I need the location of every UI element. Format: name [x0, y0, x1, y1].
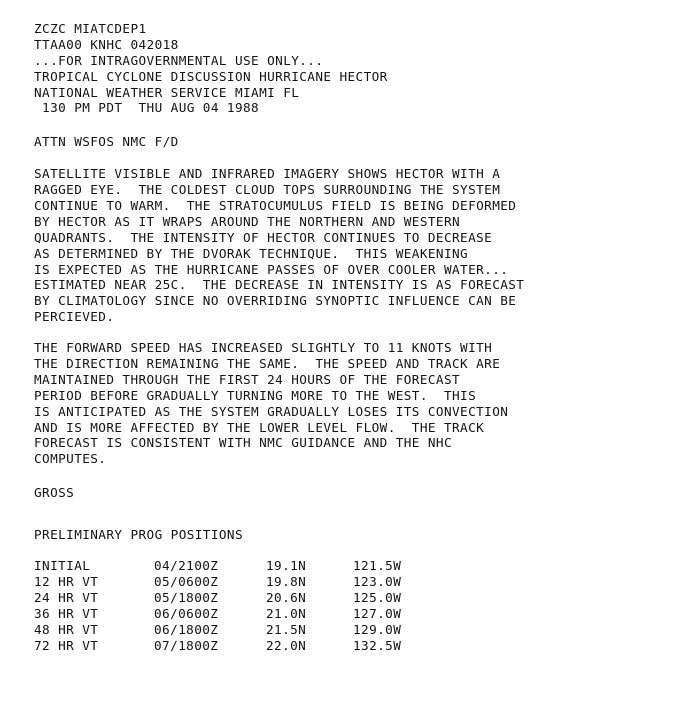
position-label: 12 HR VT — [34, 573, 99, 589]
position-label: 72 HR VT — [34, 637, 99, 653]
position-lat: 19.1N — [266, 558, 307, 574]
position-time: 07/1800Z — [154, 637, 219, 653]
header-line: 130 PM PDT THU AUG 04 1988 — [34, 100, 260, 116]
attn-block — [34, 134, 674, 150]
discussion-document — [34, 22, 674, 653]
position-time: 06/1800Z — [154, 621, 219, 637]
paragraph-1 — [34, 166, 674, 325]
paragraph-line: RAGGED EYE. THE COLDEST CLOUD TOPS SURROUNDING THE SYSTEM — [34, 182, 501, 198]
prog-title-block — [34, 527, 674, 543]
header-line: TTAA00 KNHC 042018 — [34, 36, 179, 52]
table-row — [34, 574, 674, 590]
paragraph-line: PERCIEVED. — [34, 309, 115, 325]
position-lat: 21.5N — [266, 621, 307, 637]
paragraph-line: SATELLITE VISIBLE AND INFRARED IMAGERY SHOWS HECTOR WITH A — [34, 166, 501, 182]
position-label: INITIAL — [34, 558, 91, 574]
header-block — [34, 21, 674, 116]
paragraph-line: THE FORWARD SPEED HAS INCREASED SLIGHTLY TO 11 KNOTS WITH — [34, 340, 493, 356]
table-row — [34, 590, 674, 606]
position-time: 04/2100Z — [154, 558, 219, 574]
paragraph-line: BY CLIMATOLOGY SINCE NO OVERRIDING SYNOPTIC INFLUENCE CAN BE — [34, 293, 517, 309]
position-lon: 121.5W — [353, 558, 402, 574]
position-lat: 21.0N — [266, 605, 307, 621]
position-lon: 129.0W — [353, 621, 402, 637]
paragraph-line: COMPUTES. — [34, 451, 107, 467]
paragraph-line: MAINTAINED THROUGH THE FIRST 24 HOURS OF THE FORECAST — [34, 371, 461, 387]
attn-line: ATTN WSFOS NMC F/D — [34, 134, 179, 150]
paragraph-line: IS ANTICIPATED AS THE SYSTEM GRADUALLY LOSES ITS CONVECTION — [34, 403, 509, 419]
paragraph-2 — [34, 340, 674, 467]
table-row — [34, 558, 674, 574]
position-lon: 125.0W — [353, 589, 402, 605]
paragraph-line: CONTINUE TO WARM. THE STRATOCUMULUS FIELD IS BEING DEFORMED — [34, 198, 517, 214]
table-row — [34, 606, 674, 622]
position-time: 05/0600Z — [154, 573, 219, 589]
position-lat: 22.0N — [266, 637, 307, 653]
position-label: 48 HR VT — [34, 621, 99, 637]
table-row — [34, 622, 674, 638]
header-line: TROPICAL CYCLONE DISCUSSION HURRICANE HECTOR — [34, 68, 388, 84]
paragraph-line: QUADRANTS. THE INTENSITY OF HECTOR CONTINUES TO DECREASE — [34, 229, 493, 245]
paragraph-line: AS DETERMINED BY THE DVORAK TECHNIQUE. THIS WEAKENING — [34, 245, 469, 261]
paragraph-line: AND IS MORE AFFECTED BY THE LOWER LEVEL FLOW. THE TRACK — [34, 419, 485, 435]
position-lat: 20.6N — [266, 589, 307, 605]
position-label: 36 HR VT — [34, 605, 99, 621]
header-line: NATIONAL WEATHER SERVICE MIAMI FL — [34, 84, 300, 100]
table-row — [34, 638, 674, 654]
paragraph-line: ESTIMATED NEAR 25C. THE DECREASE IN INTENSITY IS AS FORECAST — [34, 277, 525, 293]
position-label: 24 HR VT — [34, 589, 99, 605]
position-lon: 132.5W — [353, 637, 402, 653]
signature-block — [34, 485, 674, 501]
prog-positions-title: PRELIMINARY PROG POSITIONS — [34, 527, 244, 543]
paragraph-line: FORECAST IS CONSISTENT WITH NMC GUIDANCE AND THE NHC — [34, 435, 453, 451]
position-lon: 127.0W — [353, 605, 402, 621]
position-time: 06/0600Z — [154, 605, 219, 621]
paragraph-line: THE DIRECTION REMAINING THE SAME. THE SPEED AND TRACK ARE — [34, 356, 501, 372]
header-line: ZCZC MIATCDEP1 — [34, 21, 147, 36]
prog-positions-table — [34, 558, 674, 653]
forecaster-signature: GROSS — [34, 485, 75, 501]
position-lat: 19.8N — [266, 573, 307, 589]
position-time: 05/1800Z — [154, 589, 219, 605]
position-lon: 123.0W — [353, 573, 402, 589]
paragraph-line: BY HECTOR AS IT WRAPS AROUND THE NORTHERN AND WESTERN — [34, 213, 461, 229]
header-line: ...FOR INTRAGOVERNMENTAL USE ONLY... — [34, 52, 324, 68]
paragraph-line: IS EXPECTED AS THE HURRICANE PASSES OF OVER COOLER WATER... — [34, 261, 509, 277]
paragraph-line: PERIOD BEFORE GRADUALLY TURNING MORE TO THE WEST. THIS — [34, 387, 477, 403]
